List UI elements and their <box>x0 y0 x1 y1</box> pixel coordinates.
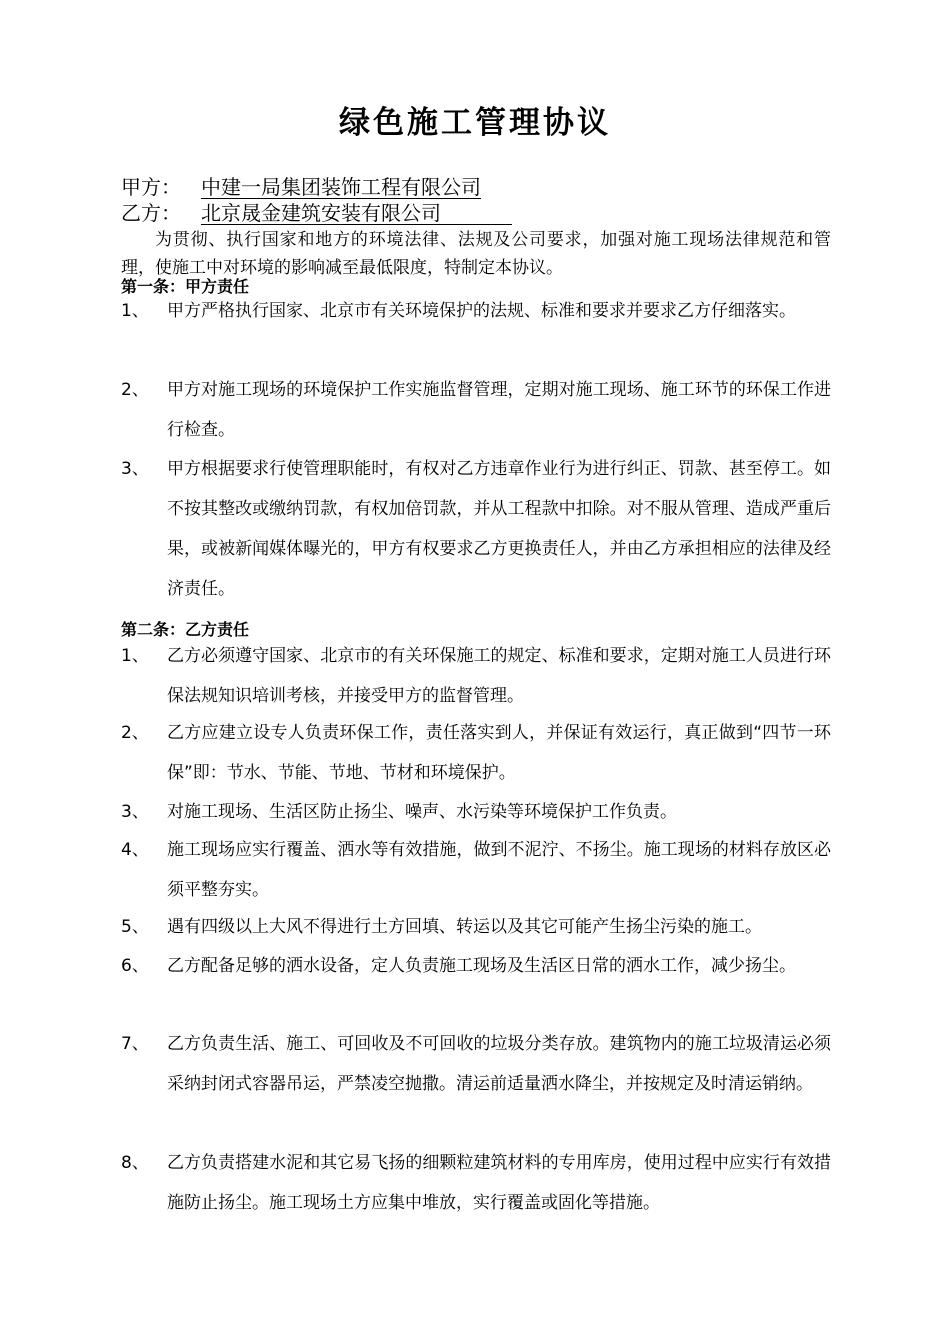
item-text: 对施工现场、生活区防止扬尘、噪声、水污染等环境保护工作负责。 <box>167 802 677 822</box>
item-number: 5、 <box>121 917 149 937</box>
item-number: 2、 <box>121 380 149 400</box>
item-text: 甲方对施工现场的环境保护工作实施监督管理，定期对施工现场、施工环节的环保工作进行检查。 <box>167 380 831 440</box>
document-title: 绿色施工管理协议 <box>339 105 611 141</box>
item-text: 乙方必须遵守国家、北京市的有关环保施工的规定、标准和要求，定期对施工人员进行环保法规知识培训考核，并接受甲方的监督管理。 <box>167 646 831 706</box>
party-b-line <box>121 200 512 226</box>
item-number: 7、 <box>121 1034 149 1054</box>
section2-item-4 <box>121 830 831 910</box>
item-number: 8、 <box>121 1153 149 1173</box>
item-number: 3、 <box>121 802 149 822</box>
item-number: 2、 <box>121 723 149 743</box>
item-number: 3、 <box>121 459 149 479</box>
item-number: 6、 <box>121 956 149 976</box>
section2-item-6 <box>121 946 831 986</box>
item-number: 4、 <box>121 840 149 860</box>
item-text: 甲方根据要求行使管理职能时，有权对乙方违章作业行为进行纠正、罚款、甚至停工。如不按其整改或缴纳罚款，有权加倍罚款，并从工程款中扣除。对不服从管理、造成严重后果，或被新闻媒体曝光的，甲方有权要求乙方更换责任人，并由乙方承担相应的法律及经济责任。 <box>167 459 831 599</box>
item-text: 遇有四级以上大风不得进行土方回填、转运以及其它可能产生扬尘污染的施工。 <box>167 917 762 937</box>
section2-item-3 <box>121 792 831 832</box>
section1-item-2 <box>121 370 831 450</box>
party-a-name: 中建一局集团装饰工程有限公司 <box>201 175 481 199</box>
item-number: 1、 <box>121 646 149 666</box>
section2-item-7 <box>121 1024 831 1104</box>
item-text: 乙方应建立设专人负责环保工作，责任落实到人，并保证有效运行，真正做到“四节一环保”即：节水、节能、节地、节材和环境保护。 <box>167 723 831 783</box>
item-text: 乙方负责生活、施工、可回收及不可回收的垃圾分类存放。建筑物内的施工垃圾清运必须采纳封闭式容器吊运，严禁凌空抛撒。清运前适量洒水降尘，并按规定及时清运销纳。 <box>167 1034 831 1094</box>
section1-heading: 第一条：甲方责任 <box>121 277 250 296</box>
section1-item-3 <box>121 449 831 609</box>
item-text: 施工现场应实行覆盖、洒水等有效措施，做到不泥泞、不扬尘。施工现场的材料存放区必须平整夯实。 <box>167 840 831 900</box>
party-b-name: 北京晟金建筑安装有限公司 <box>201 202 512 225</box>
section2-item-8 <box>121 1143 831 1223</box>
party-a-label: 甲方： <box>121 175 181 199</box>
party-b-label: 乙方： <box>121 201 181 225</box>
section2-heading: 第二条：乙方责任 <box>121 620 250 639</box>
section2-item-1 <box>121 636 831 716</box>
item-number: 1、 <box>121 301 149 321</box>
section2-item-2 <box>121 713 831 793</box>
item-text: 乙方负责搭建水泥和其它易飞扬的细颗粒建筑材料的专用库房，使用过程中应实行有效措施防止扬尘。施工现场土方应集中堆放，实行覆盖或固化等措施。 <box>167 1153 831 1213</box>
section2-item-5 <box>121 907 831 947</box>
item-text: 乙方配备足够的洒水设备，定人负责施工现场及生活区日常的洒水工作，减少扬尘。 <box>167 956 796 976</box>
party-a-line <box>121 174 481 200</box>
item-text: 甲方严格执行国家、北京市有关环境保护的法规、标准和要求并要求乙方仔细落实。 <box>167 301 796 321</box>
intro-paragraph: 为贯彻、执行国家和地方的环境法律、法规及公司要求，加强对施工现场法律规范和管理，使施工中对环境的影响减至最低限度，特制定本协议。 <box>121 230 831 278</box>
section1-item-1 <box>121 291 831 331</box>
